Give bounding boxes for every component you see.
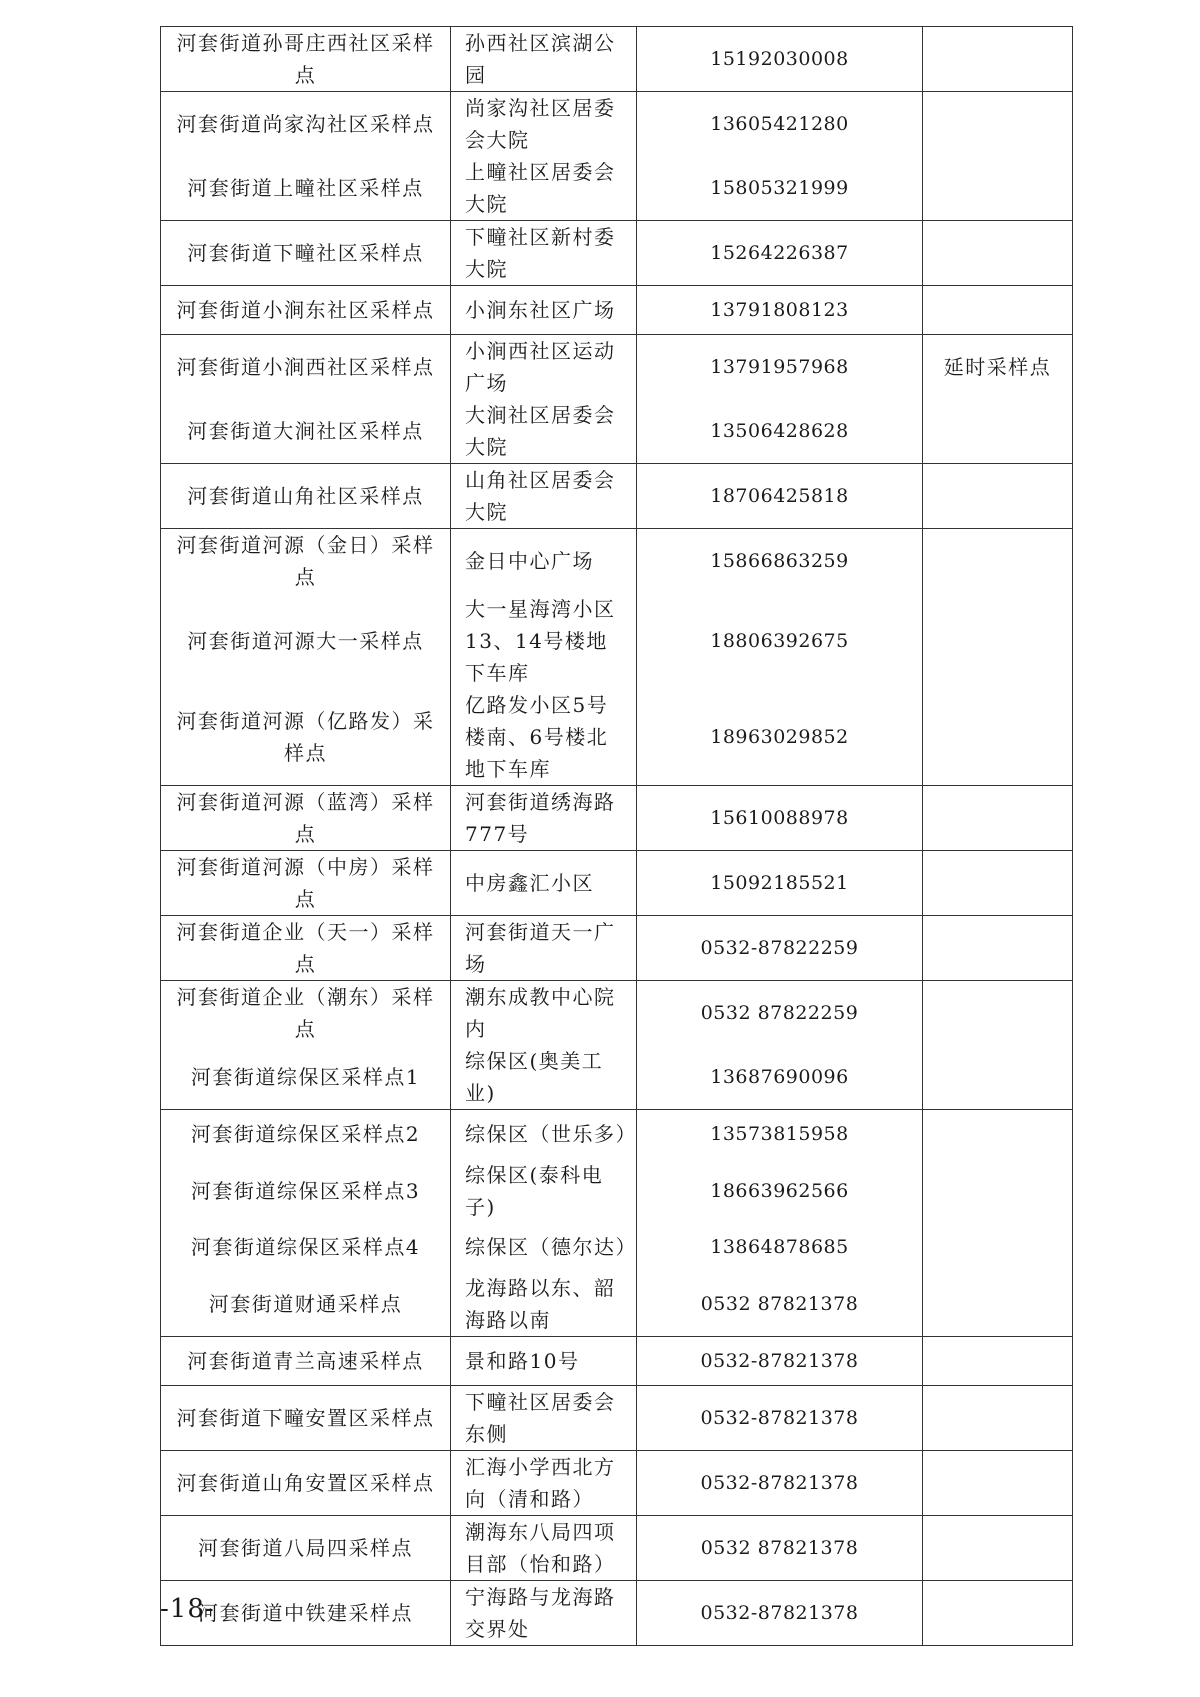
phone-cell: 15092185521 — [637, 851, 923, 916]
address-cell: 亿路发小区5号楼南、6号楼北地下车库 — [451, 689, 637, 786]
address-cell: 中房鑫汇小区 — [451, 851, 637, 916]
phone-cell: 18663962566 — [637, 1159, 923, 1223]
table-row — [161, 1272, 1073, 1337]
site-name-cell: 河套街道尚家沟社区采样点 — [161, 92, 451, 157]
table-row — [161, 851, 1073, 916]
note-cell — [923, 156, 1073, 221]
note-cell — [923, 1515, 1073, 1580]
address-cell: 宁海路与龙海路交界处 — [451, 1580, 637, 1645]
address-cell: 小涧东社区广场 — [451, 286, 637, 335]
phone-cell: 0532-87821378 — [637, 1580, 923, 1645]
address-cell: 大涧社区居委会大院 — [451, 399, 637, 464]
note-cell — [923, 916, 1073, 981]
address-cell: 潮海东八局四项目部（怡和路） — [451, 1515, 637, 1580]
phone-cell: 0532-87821378 — [637, 1385, 923, 1450]
note-cell — [923, 399, 1073, 464]
phone-cell: 0532-87821378 — [637, 1450, 923, 1515]
note-cell — [923, 1110, 1073, 1159]
table-row — [161, 1223, 1073, 1272]
site-name-cell: 河套街道八局四采样点 — [161, 1515, 451, 1580]
address-cell: 综保区(奥美工业) — [451, 1045, 637, 1110]
note-cell — [923, 286, 1073, 335]
address-cell: 金日中心广场 — [451, 529, 637, 594]
page-number: -18- — [160, 1594, 215, 1624]
site-name-cell: 河套街道下疃社区采样点 — [161, 221, 451, 286]
address-cell: 小涧西社区运动广场 — [451, 335, 637, 400]
table-body — [161, 27, 1073, 1646]
address-cell: 综保区(泰科电子) — [451, 1159, 637, 1223]
note-cell — [923, 1045, 1073, 1110]
site-name-cell: 河套街道山角安置区采样点 — [161, 1450, 451, 1515]
table-row — [161, 92, 1073, 157]
site-name-cell: 河套街道企业（天一）采样点 — [161, 916, 451, 981]
note-cell — [923, 27, 1073, 92]
address-cell: 景和路10号 — [451, 1336, 637, 1385]
table-row — [161, 1580, 1073, 1645]
site-name-cell: 河套街道企业（潮东）采样点 — [161, 981, 451, 1046]
site-name-cell: 河套街道河源（亿路发）采样点 — [161, 689, 451, 786]
site-name-cell: 河套街道小涧东社区采样点 — [161, 286, 451, 335]
phone-cell: 0532-87822259 — [637, 916, 923, 981]
phone-cell: 15610088978 — [637, 786, 923, 851]
site-name-cell: 河套街道河源大一采样点 — [161, 593, 451, 689]
note-cell — [923, 981, 1073, 1046]
note-cell — [923, 1450, 1073, 1515]
note-cell — [923, 851, 1073, 916]
site-name-cell: 河套街道综保区采样点2 — [161, 1110, 451, 1159]
address-cell: 河套街道绣海路777号 — [451, 786, 637, 851]
sampling-sites-table — [160, 26, 1073, 1646]
site-name-cell: 河套街道河源（蓝湾）采样点 — [161, 786, 451, 851]
phone-cell: 18963029852 — [637, 689, 923, 786]
phone-cell: 0532 87821378 — [637, 1272, 923, 1337]
table-row — [161, 335, 1073, 400]
note-cell — [923, 1223, 1073, 1272]
table-row — [161, 286, 1073, 335]
phone-cell: 13506428628 — [637, 399, 923, 464]
table-row — [161, 1159, 1073, 1223]
address-cell: 下疃社区居委会东侧 — [451, 1385, 637, 1450]
note-cell — [923, 689, 1073, 786]
note-cell — [923, 786, 1073, 851]
site-name-cell: 河套街道小涧西社区采样点 — [161, 335, 451, 400]
table-row — [161, 1336, 1073, 1385]
note-cell — [923, 221, 1073, 286]
phone-cell: 18806392675 — [637, 593, 923, 689]
address-cell: 孙西社区滨湖公园 — [451, 27, 637, 92]
table-row — [161, 529, 1073, 594]
note-cell: 延时采样点 — [923, 335, 1073, 400]
note-cell — [923, 1272, 1073, 1337]
phone-cell: 0532 87822259 — [637, 981, 923, 1046]
table-row — [161, 916, 1073, 981]
address-cell: 上疃社区居委会大院 — [451, 156, 637, 221]
note-cell — [923, 464, 1073, 529]
table-row — [161, 464, 1073, 529]
table-row — [161, 1385, 1073, 1450]
phone-cell: 15192030008 — [637, 27, 923, 92]
site-name-cell: 河套街道大涧社区采样点 — [161, 399, 451, 464]
table-row — [161, 399, 1073, 464]
address-cell: 尚家沟社区居委会大院 — [451, 92, 637, 157]
site-name-cell: 河套街道中铁建采样点 — [161, 1580, 451, 1645]
phone-cell: 13605421280 — [637, 92, 923, 157]
phone-cell: 18706425818 — [637, 464, 923, 529]
site-name-cell: 河套街道孙哥庄西社区采样点 — [161, 27, 451, 92]
phone-cell: 13791808123 — [637, 286, 923, 335]
note-cell — [923, 1580, 1073, 1645]
note-cell — [923, 1385, 1073, 1450]
phone-cell: 13864878685 — [637, 1223, 923, 1272]
address-cell: 河套街道天一广场 — [451, 916, 637, 981]
table-row — [161, 1045, 1073, 1110]
address-cell: 龙海路以东、韶海路以南 — [451, 1272, 637, 1337]
phone-cell: 15866863259 — [637, 529, 923, 594]
site-name-cell: 河套街道财通采样点 — [161, 1272, 451, 1337]
table-row — [161, 156, 1073, 221]
phone-cell: 0532-87821378 — [637, 1336, 923, 1385]
note-cell — [923, 92, 1073, 157]
table-row — [161, 1110, 1073, 1159]
table-row — [161, 221, 1073, 286]
note-cell — [923, 593, 1073, 689]
note-cell — [923, 529, 1073, 594]
site-name-cell: 河套街道山角社区采样点 — [161, 464, 451, 529]
table-row — [161, 1515, 1073, 1580]
site-name-cell: 河套街道上疃社区采样点 — [161, 156, 451, 221]
table-row — [161, 981, 1073, 1046]
table-row — [161, 1450, 1073, 1515]
phone-cell: 13687690096 — [637, 1045, 923, 1110]
site-name-cell: 河套街道综保区采样点4 — [161, 1223, 451, 1272]
table-row — [161, 786, 1073, 851]
address-cell: 大一星海湾小区13、14号楼地下车库 — [451, 593, 637, 689]
site-name-cell: 河套街道青兰高速采样点 — [161, 1336, 451, 1385]
table-row — [161, 27, 1073, 92]
note-cell — [923, 1336, 1073, 1385]
address-cell: 汇海小学西北方向（清和路） — [451, 1450, 637, 1515]
phone-cell: 15805321999 — [637, 156, 923, 221]
address-cell: 下疃社区新村委大院 — [451, 221, 637, 286]
table-row — [161, 689, 1073, 786]
note-cell — [923, 1159, 1073, 1223]
phone-cell: 0532 87821378 — [637, 1515, 923, 1580]
site-name-cell: 河套街道河源（中房）采样点 — [161, 851, 451, 916]
site-name-cell: 河套街道河源（金日）采样点 — [161, 529, 451, 594]
address-cell: 综保区（世乐多） — [451, 1110, 637, 1159]
site-name-cell: 河套街道综保区采样点1 — [161, 1045, 451, 1110]
address-cell: 综保区（德尔达） — [451, 1223, 637, 1272]
site-name-cell: 河套街道下疃安置区采样点 — [161, 1385, 451, 1450]
phone-cell: 13791957968 — [637, 335, 923, 400]
site-name-cell: 河套街道综保区采样点3 — [161, 1159, 451, 1223]
phone-cell: 13573815958 — [637, 1110, 923, 1159]
phone-cell: 15264226387 — [637, 221, 923, 286]
table-row — [161, 593, 1073, 689]
address-cell: 潮东成教中心院内 — [451, 981, 637, 1046]
address-cell: 山角社区居委会大院 — [451, 464, 637, 529]
